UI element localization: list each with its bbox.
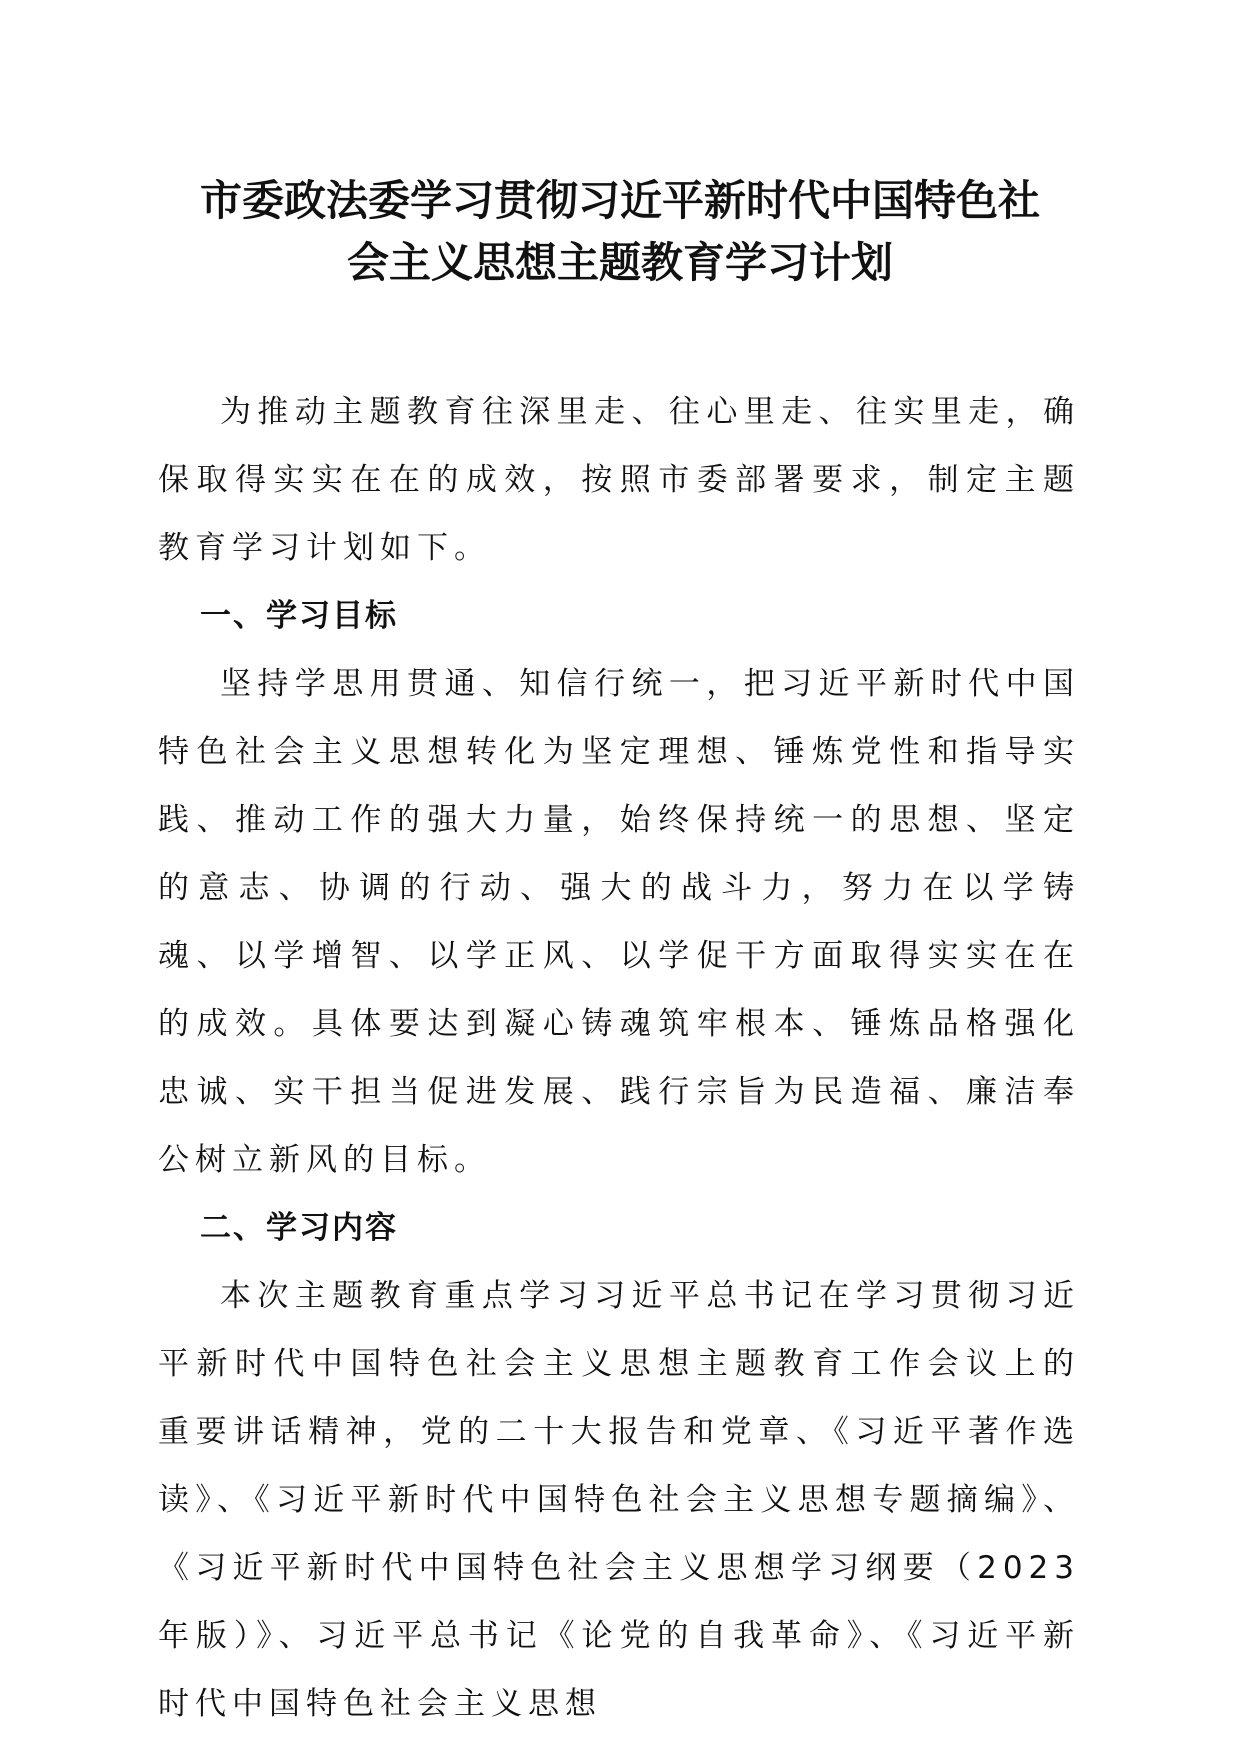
document-title (140, 170, 1100, 294)
content-paragraph: 本次主题教育重点学习习近平总书记在学习贯彻习近平新时代中国特色社会主义思想主题教育工作会议上的重要讲话精神，党的二十大报告和党章、《习近平著作选读》、《习近平新时代中国特色社会主义思想专题摘编》、《习近平新时代中国特色社会主义思想学习纲要（2023年版）》、习近平总书记《论党的自我革命》、《习近平新时代中国特色社会主义思想 (158, 1278, 1080, 1722)
section-heading-content: 二、学习内容 (200, 1210, 398, 1246)
title-line-2: 会主义思想主题教育学习计划 (346, 238, 893, 287)
title-line-1: 市委政法委学习贯彻习近平新时代中国特色社 (199, 176, 1040, 225)
intro-paragraph: 为推动主题教育往深里走、往心里走、往实里走，确保取得实实在在的成效，按照市委部署要求，制定主题教育学习计划如下。 (158, 394, 1080, 566)
section-heading-goals: 一、学习目标 (200, 598, 398, 634)
document-body (158, 378, 1080, 1738)
goals-paragraph: 坚持学思用贯通、知信行统一，把习近平新时代中国特色社会主义思想转化为坚定理想、锤炼党性和指导实践、推动工作的强大力量，始终保持统一的思想、坚定的意志、协调的行动、强大的战斗力，努力在以学铸魂、以学增智、以学正风、以学促干方面取得实实在在的成效。具体要达到凝心铸魂筑牢根本、锤炼品格强化忠诚、实干担当促进发展、践行宗旨为民造福、廉洁奉公树立新风的目标。 (158, 666, 1080, 1178)
